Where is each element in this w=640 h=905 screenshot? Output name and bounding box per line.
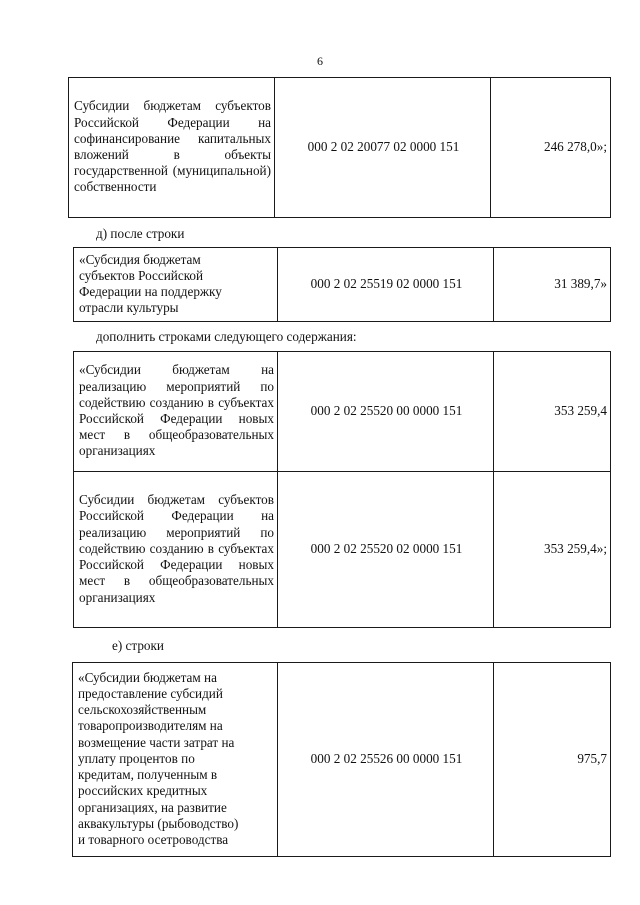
row-amount-cell: 246 278,0»; — [491, 78, 611, 218]
row-name-cell: Субсидии бюджетам субъектов Российской Федерации на софинансирование капитальных вложений в объекты государственной (муниципальной) собственности — [69, 78, 275, 218]
table-capital-investments — [68, 77, 611, 218]
row-code-cell: 000 2 02 25520 02 0000 151 — [278, 472, 494, 628]
row-name-cell: «Субсидии бюджетам на предоставление субсидий сельскохозяйственным товаропроизводителям на возмещение части затрат на уплату процентов по кредитам, полученным в российских кредитных организациях, на развитие аквакультуры (рыбоводство) и товарного осетроводства — [73, 663, 278, 857]
row-name-cell: Субсидии бюджетам субъектов Российской Федерации на реализацию мероприятий по содействию созданию в субъектах Российской Федерации новых мест в общеобразовательных организациях — [74, 472, 278, 628]
row-amount-cell: 31 389,7» — [494, 248, 611, 322]
table-row — [69, 78, 611, 218]
row-code-cell: 000 2 02 25526 00 0000 151 — [278, 663, 494, 857]
row-name-cell: «Субсидии бюджетам на реализацию мероприятий по содействию созданию в субъектах Российской Федерации новых мест в общеобразовательных организациях — [74, 352, 278, 472]
row-code-cell: 000 2 02 20077 02 0000 151 — [275, 78, 491, 218]
row-code-cell: 000 2 02 25520 00 0000 151 — [278, 352, 494, 472]
row-name-cell: «Субсидия бюджетам субъектов Российской Федерации на поддержку отрасли культуры — [74, 248, 278, 322]
row-amount-cell: 975,7 — [494, 663, 611, 857]
table-aquaculture — [72, 662, 611, 857]
row-amount-cell: 353 259,4»; — [494, 472, 611, 628]
page-number: 6 — [317, 54, 323, 68]
note-after-row: д) после строки — [96, 226, 185, 241]
table-culture-support — [73, 247, 611, 322]
table-new-school-places — [73, 351, 611, 628]
table-row — [74, 248, 611, 322]
row-amount-cell: 353 259,4 — [494, 352, 611, 472]
note-rows: е) строки — [112, 638, 164, 653]
table-row — [74, 472, 611, 628]
note-add-rows: дополнить строками следующего содержания: — [96, 329, 357, 344]
table-row — [74, 352, 611, 472]
row-code-cell: 000 2 02 25519 02 0000 151 — [278, 248, 494, 322]
table-row — [73, 663, 611, 857]
